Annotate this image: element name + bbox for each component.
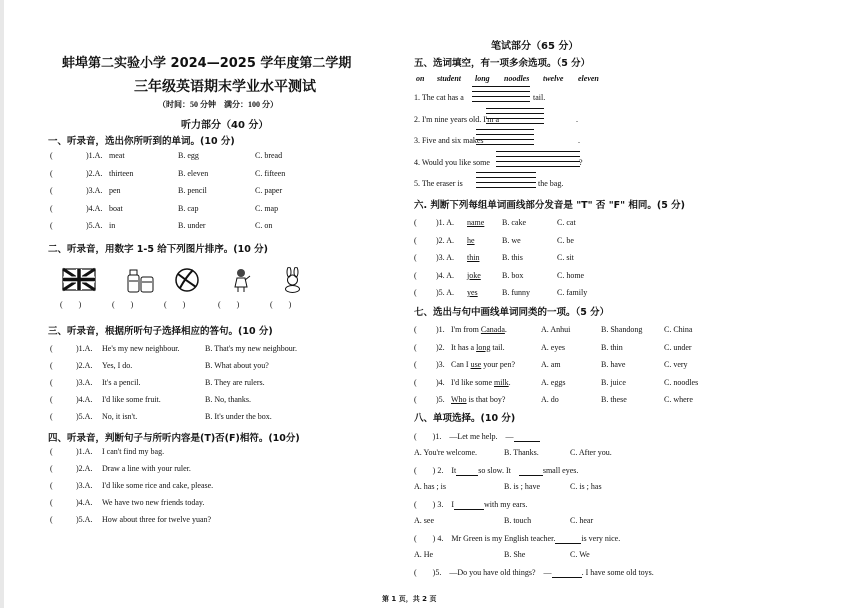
option-a: yes: [467, 288, 478, 297]
question-number: )2.A.: [76, 361, 93, 370]
underlined-word: long: [476, 342, 491, 352]
option-b: B. pencil: [178, 186, 207, 195]
written-part-title: 笔试部分（65 分）: [491, 41, 579, 52]
four-line-blank: [486, 108, 544, 124]
option-b: B. funny: [502, 288, 530, 297]
option-c: C. paper: [255, 186, 283, 195]
question-number: )1.A.: [76, 344, 93, 353]
question-number: )3.: [436, 360, 445, 369]
question-number: )5. A.: [436, 288, 454, 297]
question-number: )1.A.: [76, 447, 93, 456]
option-c: C. under: [664, 342, 692, 352]
word-option: on: [416, 74, 425, 83]
option-b: B. No, thanks.: [205, 395, 251, 404]
option-b: B. eleven: [178, 168, 209, 178]
four-line-blank: [472, 86, 530, 102]
answer-bracket: (: [50, 186, 53, 195]
option-a: A. Anhui: [541, 325, 571, 334]
q8-4: ( ) 4. Mr Green is my English teacher. is very nice.: [414, 534, 621, 543]
juice-bottle-icon: [124, 267, 158, 293]
fill-sentence-start: 2. I'm nine years old. I'm a: [414, 114, 500, 124]
option-a: meat: [109, 151, 125, 160]
option-a: name: [467, 218, 485, 227]
time-info: （时间：50 分钟 满分：100 分）: [158, 100, 278, 109]
option-a: He's my new neighbour.: [102, 344, 180, 353]
answer-bracket: (: [414, 288, 417, 297]
question-number: )1. A.: [436, 218, 454, 227]
question-number: )3.A.: [86, 186, 103, 195]
option-c: C. home: [557, 270, 585, 280]
question-number: )1.A.: [86, 151, 103, 160]
answer-bracket: (: [414, 253, 417, 262]
statement-text: Draw a line with your ruler.: [102, 464, 191, 473]
option-c: C. be: [557, 235, 574, 245]
answer-bracket: (: [50, 464, 53, 473]
option-a: No, it isn't.: [102, 412, 138, 421]
q8-5: ( )5. —Do you have old things? — . I have some old toys.: [414, 568, 654, 577]
statement-text: I'd like some rice and cake, please.: [102, 481, 214, 490]
fill-sentence-end: ?: [579, 157, 583, 167]
option-c: C. map: [255, 203, 279, 213]
option-a: Yes, I do.: [102, 361, 133, 370]
section3-heading: 三、听录音，根据所听句子选择相应的答句。(10 分): [48, 326, 273, 337]
option-a: pen: [109, 186, 121, 195]
q8-1-b: B. Thanks.: [504, 448, 539, 457]
option-b: B. this: [502, 253, 523, 262]
question-number: )4.A.: [76, 395, 93, 404]
option-c: C. fifteen: [255, 168, 286, 178]
answer-bracket: (: [50, 498, 53, 507]
question-number: )2.A.: [76, 464, 93, 473]
q8-1-a: A. You're welcome.: [414, 448, 477, 457]
q8-4-c: C. We: [570, 550, 590, 559]
option-a: thin: [467, 253, 480, 262]
answer-bracket: (: [50, 395, 53, 404]
q8-3: ( ) 3. I with my ears.: [414, 500, 528, 509]
option-b: B. under: [178, 221, 206, 230]
fill-sentence-start: 4. Would you like some: [414, 157, 490, 167]
question-number: )5.A.: [76, 515, 93, 524]
option-c: C. cat: [557, 218, 576, 227]
option-a: joke: [467, 270, 481, 280]
sentence-end: is that boy?: [466, 395, 506, 404]
option-b: B. these: [601, 395, 627, 404]
option-a: A. am: [541, 360, 561, 369]
statement-text: I can't find my bag.: [102, 447, 165, 456]
question-number: )4.A.: [76, 498, 93, 507]
q8-2-a: A. has ; is: [414, 482, 446, 491]
option-c: C. family: [557, 288, 588, 297]
option-c: C. on: [255, 221, 273, 230]
option-b: B. That's my new neighbour.: [205, 344, 297, 353]
word-option: long: [475, 74, 490, 83]
question-sentence: [451, 360, 515, 369]
q8-1-c: C. After you.: [570, 448, 612, 457]
option-b: B. we: [502, 235, 521, 245]
fill-sentence-end: .: [576, 114, 578, 124]
answer-bracket: (: [414, 218, 417, 227]
exam-title-line2: 三年级英语期末学业水平测试: [134, 79, 316, 95]
option-c: C. sit: [557, 253, 574, 262]
option-b: B. juice: [601, 377, 626, 387]
section2-heading: 二、听录音，用数字 1-5 给下列图片排序。(10 分): [48, 244, 268, 255]
option-c: C. where: [664, 395, 693, 404]
fill-sentence-end: .: [578, 136, 580, 145]
sentence-end: .: [504, 325, 507, 334]
four-line-blank: [476, 172, 536, 188]
question-number: )1.: [436, 325, 445, 334]
rabbit-icon: [276, 267, 310, 293]
question-number: )4.: [436, 377, 445, 387]
option-c: C. China: [664, 325, 693, 334]
question-number: )3.A.: [76, 378, 93, 387]
statement-text: How about three for twelve yuan?: [102, 515, 212, 524]
scan-edge: [0, 0, 4, 608]
underlined-word: Canada: [480, 325, 505, 334]
question-number: )4. A.: [436, 270, 454, 280]
question-number: )4.A.: [86, 203, 103, 213]
sentence-start: I'm from: [451, 325, 481, 334]
fill-sentence-start: 1. The cat has a: [414, 93, 464, 102]
answer-bracket: (: [414, 235, 417, 245]
q8-2: ( ) 2. It so slow. It small eyes.: [414, 466, 579, 475]
sentence-start: I'd like some: [451, 377, 494, 387]
answer-bracket: (: [50, 151, 53, 160]
section5-heading: 五、选词填空，有一项多余选项。（5 分）: [414, 58, 591, 69]
option-b: B. What about you?: [205, 361, 269, 370]
option-b: B. box: [502, 270, 524, 280]
sentence-end: your pen?: [481, 360, 515, 369]
answer-bracket: (: [414, 342, 417, 352]
answer-bracket: (: [50, 361, 53, 370]
answer-bracket: (: [50, 221, 53, 230]
answer-bracket: (: [50, 515, 53, 524]
statement-text: We have two new friends today.: [102, 498, 205, 507]
option-b: B. Shandong: [601, 325, 643, 334]
answer-bracket: (: [50, 168, 53, 178]
question-number: )5.A.: [76, 412, 93, 421]
sentence-end: tail.: [490, 342, 505, 352]
sentence-end: .: [508, 377, 511, 387]
underlined-word: milk: [494, 377, 509, 387]
option-c: C. bread: [255, 151, 283, 160]
fill-sentence-end: tail.: [533, 93, 546, 102]
sentence-start: It has a: [451, 342, 477, 352]
fill-sentence-start: 5. The eraser is: [414, 179, 463, 188]
question-sentence: [451, 395, 505, 404]
option-c: C. noodles: [664, 377, 699, 387]
word-option: eleven: [578, 74, 599, 83]
section1-heading: 一、听录音，选出你所听到的单词。(10 分): [48, 136, 235, 147]
question-number: )2.: [436, 342, 445, 352]
answer-bracket: (: [414, 360, 417, 369]
answer-bracket: (: [414, 270, 417, 280]
picture-answer-bracket: ( ): [164, 300, 186, 309]
section6-heading: 六. 判断下列每组单词画线部分发音是 "T" 否 "F" 相同。(5 分): [414, 200, 686, 211]
page-footer: 第 1 页，共 2 页: [382, 595, 437, 603]
four-line-blank: [496, 151, 580, 167]
picture-answer-bracket: ( ): [270, 300, 292, 309]
exam-title-line1: 蚌埠第二实验小学 2024—2025 学年度第二学期: [62, 56, 352, 71]
q8-3-c: C. hear: [570, 516, 594, 525]
question-number: )2.A.: [86, 168, 103, 178]
question-number: )5.: [436, 395, 445, 404]
flag-icon: [62, 267, 96, 293]
word-option: noodles: [504, 74, 530, 83]
picture-answer-bracket: ( ): [218, 300, 240, 309]
option-a: It's a pencil.: [102, 378, 141, 387]
underlined-word: Who: [451, 395, 467, 404]
question-number: )5.A.: [86, 221, 103, 230]
option-a: A. do: [541, 395, 559, 404]
option-a: I'd like some fruit.: [102, 395, 161, 404]
q8-4-b: B. She: [504, 550, 526, 559]
section8-heading: 八、单项选择。(10 分): [414, 413, 516, 424]
picture-answer-bracket: ( ): [112, 300, 134, 309]
answer-bracket: (: [414, 325, 417, 334]
q8-3-a: A. see: [414, 516, 434, 525]
option-b: B. thin: [601, 342, 623, 352]
answer-bracket: (: [50, 481, 53, 490]
word-option: student: [437, 74, 462, 83]
section7-heading: 七、选出与句中画线单词同类的一项。（5 分）: [414, 307, 610, 318]
fill-sentence-end: the bag.: [538, 179, 564, 188]
underlined-word: use: [470, 360, 482, 369]
option-a: A. eyes: [541, 342, 565, 352]
option-b: B. have: [601, 360, 626, 369]
section4-heading: 四、听录音，判断句子与所听内容是(T)否(F)相符。(10分): [48, 433, 300, 444]
question-number: )3.A.: [76, 481, 93, 490]
ball-icon: [170, 267, 204, 293]
question-sentence: [451, 378, 511, 387]
question-sentence: [451, 325, 507, 334]
option-b: B. They are rulers.: [205, 378, 265, 387]
question-sentence: [451, 343, 505, 352]
answer-bracket: (: [50, 203, 53, 213]
word-option: twelve: [543, 74, 564, 83]
option-b: B. cap: [178, 203, 199, 213]
option-b: B. cake: [502, 218, 526, 227]
option-a: thirteen: [109, 168, 134, 178]
q8-2-c: C. is ; has: [570, 482, 602, 491]
question-number: )3. A.: [436, 253, 454, 262]
answer-bracket: (: [50, 412, 53, 421]
girl-icon: [226, 267, 260, 293]
q8-2-b: B. is ; have: [504, 482, 540, 491]
answer-bracket: (: [50, 447, 53, 456]
fill-sentence-start: 3. Five and six makes: [414, 136, 484, 145]
option-a: in: [109, 221, 116, 230]
q8-3-b: B. touch: [504, 516, 532, 525]
option-a: he: [467, 235, 475, 245]
four-line-blank: [476, 129, 534, 145]
answer-bracket: (: [414, 377, 417, 387]
option-b: B. It's under the box.: [205, 412, 272, 421]
answer-bracket: (: [414, 395, 417, 404]
option-c: C. very: [664, 360, 688, 369]
sentence-start: Can I: [451, 360, 471, 369]
option-a: boat: [109, 203, 123, 213]
question-number: )2. A.: [436, 235, 454, 245]
answer-bracket: (: [50, 344, 53, 353]
option-b: B. egg: [178, 151, 199, 160]
q8-4-a: A. He: [414, 550, 434, 559]
option-a: A. eggs: [541, 377, 566, 387]
listening-part-title: 听力部分（40 分）: [181, 120, 269, 131]
q8-1: ( )1. —Let me help. —: [414, 431, 540, 442]
picture-answer-bracket: ( ): [60, 300, 82, 309]
answer-bracket: (: [50, 378, 53, 387]
